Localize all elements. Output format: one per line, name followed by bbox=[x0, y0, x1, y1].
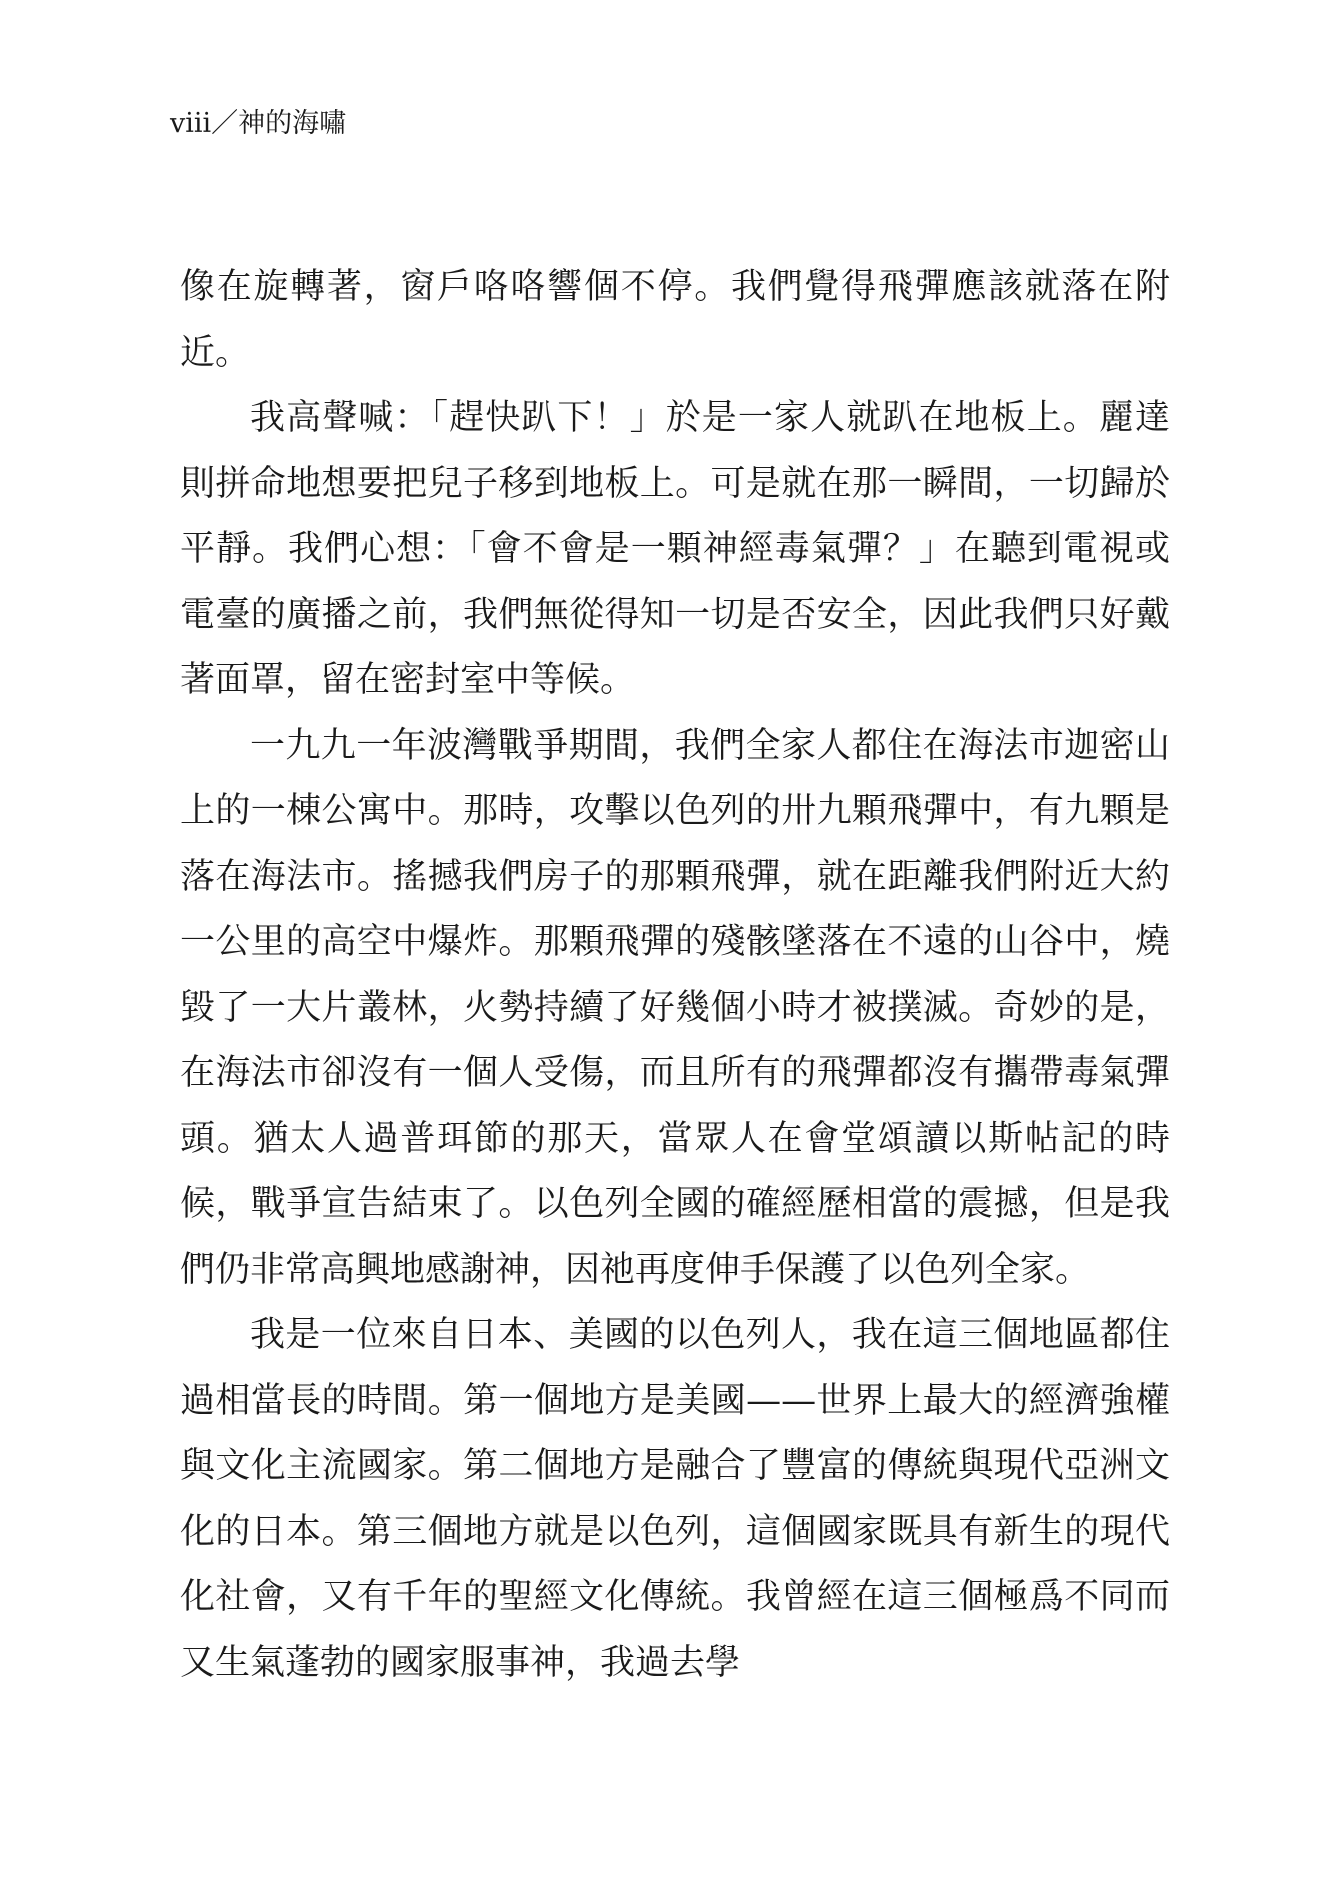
paragraph: 一九九一年波灣戰爭期間，我們全家人都住在海法市迦密山上的一棟公寓中。那時，攻擊以色列的卅九顆飛彈中，有九顆是落在海法市。搖撼我們房子的那顆飛彈，就在距離我們附近大約一公里的高空中爆炸。那顆飛彈的殘骸墜落在不遠的山谷中，燒毀了一大片叢林，火勢持續了好幾個小時才被撲滅。奇妙的是，在海法市卻沒有一個人受傷，而且所有的飛彈都沒有攜帶毒氣彈頭。猶太人過普珥節的那天，當眾人在會堂頌讀以斯帖記的時候，戰爭宣告結束了。以色列全國的確經歷相當的震撼，但是我們仍非常高興地感謝神，因祂再度伸手保護了以色列全家。 bbox=[180, 725, 1170, 1290]
paragraph-continued: 像在旋轉著，窗戶咯咯響個不停。我們覺得飛彈應該就落在附近。 bbox=[180, 267, 1170, 373]
running-header: viii／神的海嘯 bbox=[170, 108, 347, 139]
body-text bbox=[180, 255, 1170, 1696]
paragraph: 我高聲喊：「趕快趴下！」於是一家人就趴在地板上。麗達則拼命地想要把兒子移到地板上。可是就在那一瞬間，一切歸於平靜。我們心想：「會不會是一顆神經毒氣彈？」在聽到電視或電臺的廣播之前，我們無從得知一切是否安全，因此我們只好戴著面罩，留在密封室中等候。 bbox=[180, 398, 1170, 700]
paragraph: 我是一位來自日本、美國的以色列人，我在這三個地區都住過相當長的時間。第一個地方是美國——世界上最大的經濟強權與文化主流國家。第二個地方是融合了豐富的傳統與現代亞洲文化的日本。第三個地方就是以色列，這個國家既具有新生的現代化社會，又有千年的聖經文化傳統。我曾經在這三個極爲不同而又生氣蓬勃的國家服事神，我過去學 bbox=[180, 1315, 1170, 1683]
